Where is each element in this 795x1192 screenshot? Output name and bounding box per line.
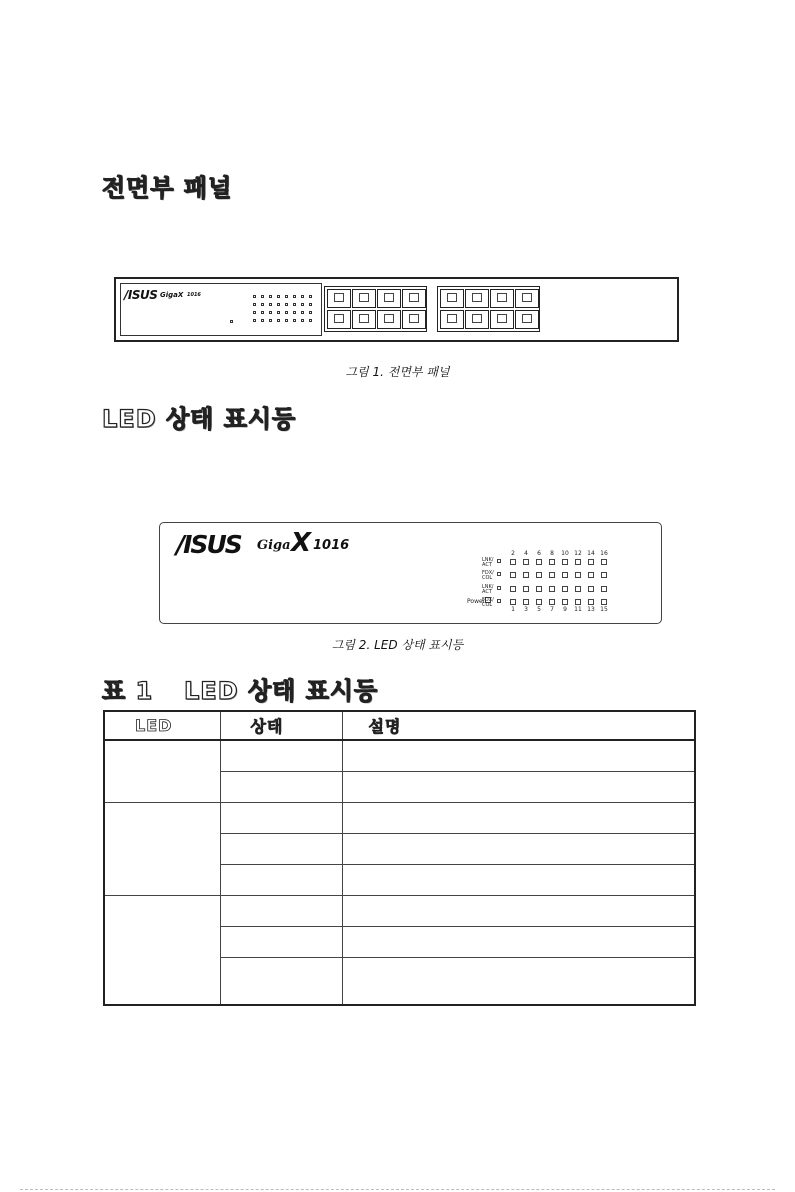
header-description: 설명 xyxy=(342,711,695,740)
status-cell xyxy=(220,865,342,896)
rj45-port xyxy=(352,310,376,329)
rj45-port xyxy=(327,289,351,308)
header-status: 상태 xyxy=(220,711,342,740)
fig2-port-led xyxy=(510,559,516,565)
fig2-port-led xyxy=(536,572,542,578)
fig2-logo-model: 1016 xyxy=(313,538,350,553)
status-cell xyxy=(220,834,342,865)
fig2-port-led xyxy=(588,599,594,605)
fig1-led-dot xyxy=(277,319,280,322)
fig2-port-number-top: 10 xyxy=(561,550,569,557)
table-row xyxy=(104,740,695,772)
rj45-port xyxy=(490,289,514,308)
fig2-row-label-led xyxy=(497,559,501,563)
fig2-port-led xyxy=(575,599,581,605)
rj45-port xyxy=(465,310,489,329)
fig1-led-dot xyxy=(269,295,272,298)
fig1-led-dot xyxy=(253,311,256,314)
fig2-port-led xyxy=(601,559,607,565)
fig2-port-led xyxy=(536,586,542,592)
fig2-port-number-bottom: 5 xyxy=(537,606,541,613)
table-row xyxy=(104,803,695,834)
description-cell xyxy=(342,772,695,803)
fig1-led-dot xyxy=(301,303,304,306)
table-1-title: LED 상태 표시등 xyxy=(184,677,379,705)
rj45-port xyxy=(490,310,514,329)
fig2-port-led xyxy=(549,572,555,578)
front-panel-heading: 전면부 패널 xyxy=(102,174,233,202)
fig1-led-dot xyxy=(277,295,280,298)
fig2-led-array xyxy=(480,550,620,616)
fig2-port-number-top: 16 xyxy=(600,550,608,557)
rj45-port xyxy=(515,310,539,329)
rj45-port xyxy=(465,289,489,308)
fig2-port-led xyxy=(562,586,568,592)
fig2-port-led xyxy=(562,559,568,565)
fig2-logo-brand: /ISUS xyxy=(176,530,241,559)
description-cell xyxy=(342,927,695,958)
fig2-port-number-bottom: 7 xyxy=(550,606,554,613)
fig1-led-dot xyxy=(301,319,304,322)
fig2-port-led xyxy=(523,572,529,578)
fig2-port-led xyxy=(575,559,581,565)
led-cell xyxy=(104,803,220,896)
led-indicators-heading: LED 상태 표시등 xyxy=(102,405,297,433)
fig2-port-number-top: 8 xyxy=(550,550,554,557)
fig2-port-number-top: 12 xyxy=(574,550,582,557)
fig1-led-dot xyxy=(269,319,272,322)
fig2-port-number-bottom: 15 xyxy=(600,606,608,613)
fig2-port-led xyxy=(588,586,594,592)
description-cell xyxy=(342,958,695,1006)
rj45-port xyxy=(440,289,464,308)
fig2-row-label: LNK/ ACT xyxy=(482,584,494,595)
figure-2-caption: 그림 2. LED 상태 표시등 xyxy=(331,638,464,652)
rj45-port xyxy=(402,310,426,329)
description-cell xyxy=(342,740,695,772)
fig2-logo-product: Giga xyxy=(257,538,291,553)
fig1-led-dot xyxy=(301,295,304,298)
rj45-port xyxy=(402,289,426,308)
fig1-led-dot xyxy=(261,295,264,298)
description-cell xyxy=(342,865,695,896)
fig2-port-led xyxy=(510,586,516,592)
fig1-logo-product: GigaX xyxy=(160,291,184,299)
fig2-logo-x: X xyxy=(291,528,312,558)
fig1-led-dot xyxy=(309,319,312,322)
fig1-led-dot xyxy=(293,311,296,314)
fig2-port-number-top: 14 xyxy=(587,550,595,557)
status-cell xyxy=(220,958,342,1006)
fig2-port-led xyxy=(523,586,529,592)
fig2-row-label-led xyxy=(497,599,501,603)
fig2-port-led xyxy=(510,599,516,605)
fig2-port-number-bottom: 9 xyxy=(563,606,567,613)
fig2-power-label: Power xyxy=(467,598,486,605)
status-cell xyxy=(220,896,342,927)
fig1-led-dot xyxy=(309,295,312,298)
led-cell xyxy=(104,896,220,1006)
fig1-led-dot xyxy=(253,295,256,298)
fig2-row-label-led xyxy=(497,586,501,590)
fig1-led-dot xyxy=(309,311,312,314)
fig2-port-number-top: 4 xyxy=(524,550,528,557)
fig2-port-number-bottom: 3 xyxy=(524,606,528,613)
fig1-led-dot xyxy=(285,319,288,322)
rj45-port xyxy=(440,310,464,329)
fig2-port-led xyxy=(588,572,594,578)
fig2-row-label: FDX/ COL xyxy=(482,570,494,581)
port-group-1-8 xyxy=(324,286,427,332)
fig1-led-dot xyxy=(269,311,272,314)
port-group-9-16 xyxy=(437,286,540,332)
rj45-port xyxy=(377,310,401,329)
led-cell xyxy=(104,740,220,803)
status-cell xyxy=(220,803,342,834)
rj45-port xyxy=(327,310,351,329)
fig2-port-led xyxy=(601,586,607,592)
fig1-led-grid xyxy=(253,295,317,325)
status-cell xyxy=(220,927,342,958)
fig2-port-led xyxy=(575,572,581,578)
rj45-port xyxy=(352,289,376,308)
fig2-port-led xyxy=(510,572,516,578)
fig1-led-dot xyxy=(277,303,280,306)
fig2-port-led xyxy=(523,599,529,605)
fig2-port-led xyxy=(601,572,607,578)
status-cell xyxy=(220,772,342,803)
fig1-led-dot xyxy=(285,311,288,314)
fig2-port-led xyxy=(575,586,581,592)
fig1-led-dot xyxy=(261,311,264,314)
fig2-port-number-top: 2 xyxy=(511,550,515,557)
description-cell xyxy=(342,803,695,834)
rj45-port xyxy=(515,289,539,308)
fig2-row-label: FDX/ COL xyxy=(482,597,494,608)
fig1-led-dot xyxy=(261,303,264,306)
fig2-port-led xyxy=(588,559,594,565)
fig2-port-led xyxy=(549,599,555,605)
fig2-port-number-bottom: 1 xyxy=(511,606,515,613)
led-status-table xyxy=(103,710,696,1006)
fig1-logo-brand: /ISUS xyxy=(124,288,158,302)
fig1-led-dot xyxy=(253,303,256,306)
status-cell xyxy=(220,740,342,772)
description-cell xyxy=(342,896,695,927)
fig2-port-number-bottom: 13 xyxy=(587,606,595,613)
fig1-led-dot xyxy=(253,319,256,322)
fig1-led-dot xyxy=(277,311,280,314)
fig2-port-led xyxy=(536,599,542,605)
fig1-led-dot xyxy=(293,303,296,306)
fig1-led-dot xyxy=(293,295,296,298)
fig2-port-led xyxy=(536,559,542,565)
description-cell xyxy=(342,834,695,865)
fig1-led-dot xyxy=(269,303,272,306)
fig1-power-led xyxy=(230,320,233,323)
fig1-led-dot xyxy=(301,311,304,314)
table-1-number: 표 1 xyxy=(102,677,154,705)
fig1-led-dot xyxy=(285,303,288,306)
fig2-port-led xyxy=(523,559,529,565)
fig2-port-number-bottom: 11 xyxy=(574,606,582,613)
fig2-port-led xyxy=(562,599,568,605)
header-led: LED xyxy=(104,711,220,740)
fig2-port-number-top: 6 xyxy=(537,550,541,557)
fig2-port-led xyxy=(549,559,555,565)
figure-1-caption: 그림 1. 전면부 패널 xyxy=(345,365,450,379)
fig2-port-led xyxy=(549,586,555,592)
fig1-led-dot xyxy=(309,303,312,306)
fig2-port-led xyxy=(562,572,568,578)
page-bottom-rule xyxy=(20,1189,775,1190)
fig2-row-label: LNK/ ACT xyxy=(482,557,494,568)
rj45-port xyxy=(377,289,401,308)
fig1-led-dot xyxy=(285,295,288,298)
fig2-port-led xyxy=(601,599,607,605)
table-header-row xyxy=(104,711,695,740)
table-row xyxy=(104,896,695,927)
fig1-logo-model: 1016 xyxy=(187,292,201,298)
fig1-led-dot xyxy=(261,319,264,322)
fig1-led-dot xyxy=(293,319,296,322)
fig2-row-label-led xyxy=(497,572,501,576)
